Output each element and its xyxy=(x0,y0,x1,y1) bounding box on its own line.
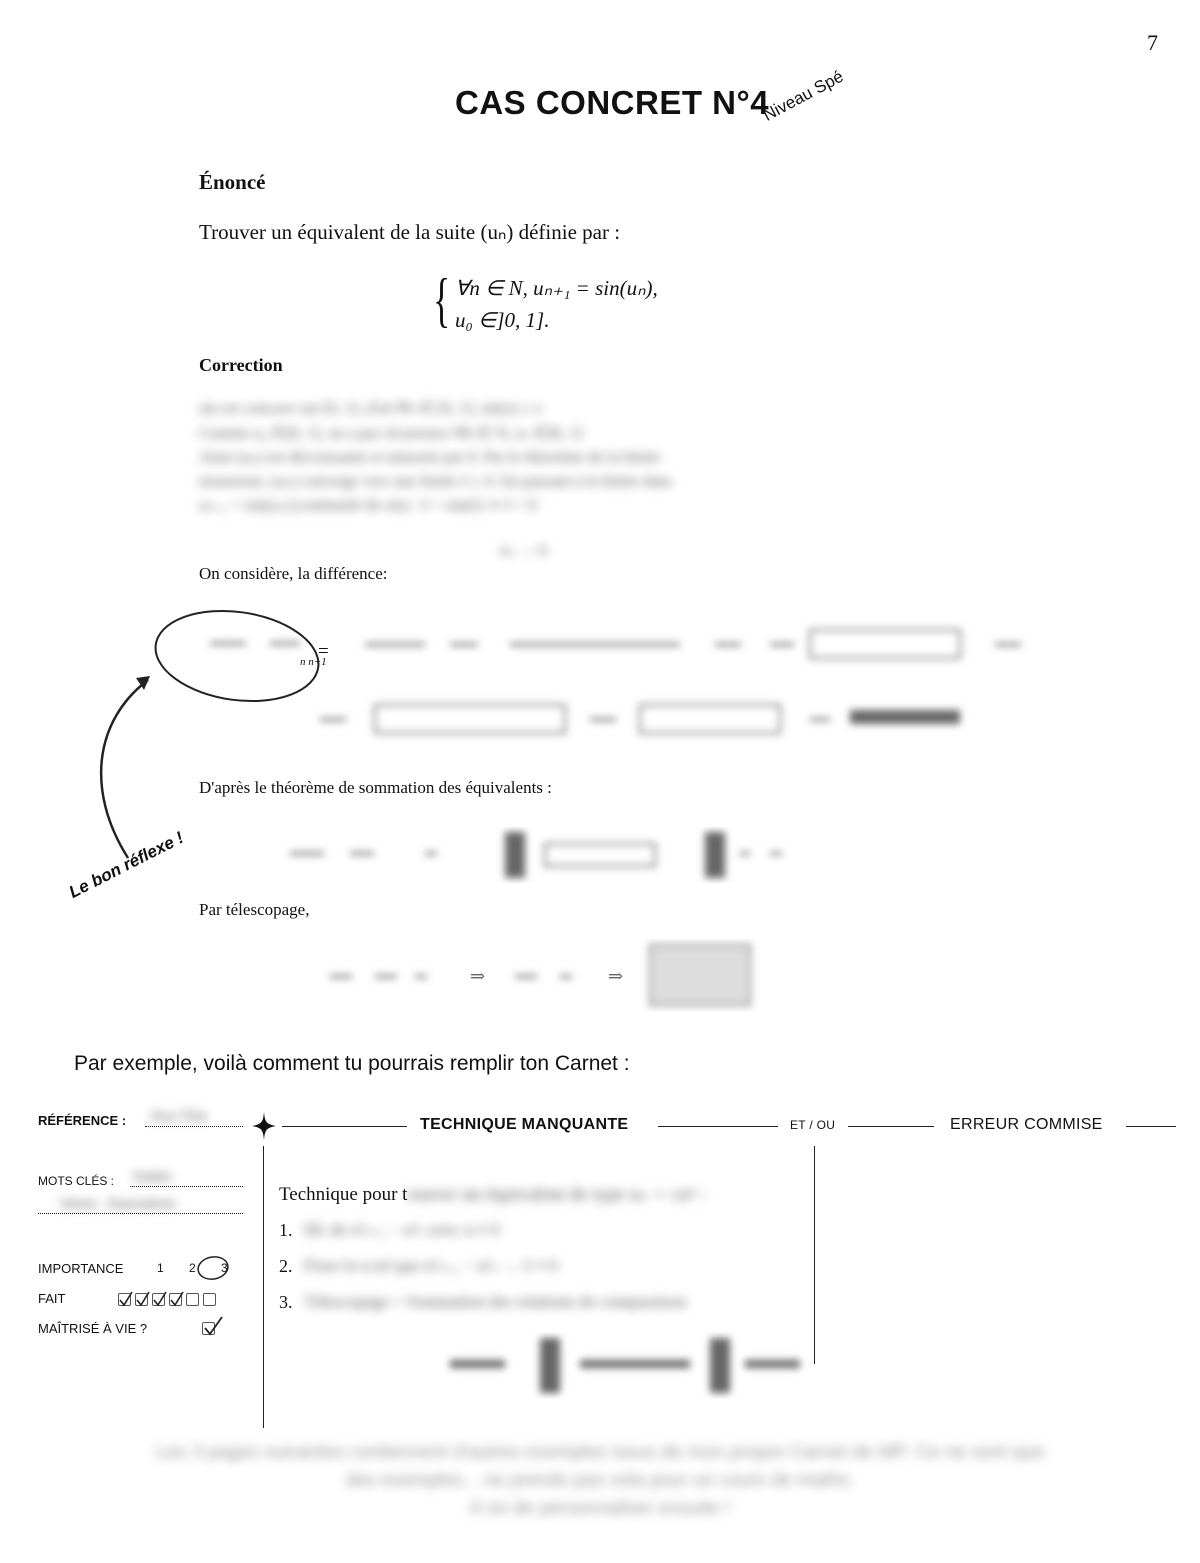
correction-heading: Correction xyxy=(199,355,283,375)
header-rule xyxy=(848,1126,934,1127)
blurred-limit-line: uₙ → 0. xyxy=(500,542,551,559)
equals-sign: = xyxy=(318,641,329,662)
done-check-marks xyxy=(114,1286,194,1310)
keywords-dotted-line xyxy=(130,1186,243,1187)
system-brace: { xyxy=(433,267,451,333)
reference-dotted-line xyxy=(145,1126,243,1127)
page-title: CAS CONCRET N°4 xyxy=(455,84,770,121)
done-label: FAIT xyxy=(38,1291,66,1306)
step-text: DL de u²ₙ₊₁ − u²ₙ avec α ≠ 0 xyxy=(304,1220,500,1239)
step-text: Télescopage + Sommation des relations de comparaison xyxy=(304,1292,687,1311)
importance-scale: 1 2 3 xyxy=(157,1261,239,1275)
circle-annotation xyxy=(150,601,325,711)
reference-value: Exo TD4 xyxy=(152,1108,207,1124)
system-line-2: u₀ ∈]0, 1]. xyxy=(455,308,550,332)
header-rule xyxy=(658,1126,778,1127)
page-number: 7 xyxy=(1147,30,1158,55)
importance-label: IMPORTANCE xyxy=(38,1261,124,1276)
technique-lead-blurred: rouver un équivalent de type uₙ ∼ cnᵅ : xyxy=(407,1184,707,1205)
blurred-correction-line: monotone, (uₙ) converge vers une limite ℓ ≥ 0. En passant à la limite dans xyxy=(199,473,673,490)
mastered-label: MAÎTRISÉ À VIE ? xyxy=(38,1321,148,1336)
importance-selected-circle xyxy=(194,1254,232,1282)
blurred-correction-line: Ainsi (uₙ) est décroissante et minorée par 0. Par le théorème de la limite xyxy=(199,449,661,466)
index-fragment: n n+1 xyxy=(300,656,327,668)
footer-line: des exemples... ne prends pas cela pour un cours de maths. xyxy=(345,1470,855,1491)
svg-text:⇒: ⇒ xyxy=(470,966,486,987)
blurred-correction-line: sin est concave sur [0, 1], d'où ∀x ∈ [0, 1], sin(x) ≤ x xyxy=(199,400,543,417)
step-number: 2. xyxy=(279,1256,293,1276)
technique-header: TECHNIQUE MANQUANTE xyxy=(420,1116,629,1133)
step-number: 3. xyxy=(279,1292,293,1312)
card-divider-right xyxy=(814,1146,815,1364)
footer-line: Les 3 pages suivantes contiennent d'autres exemples issus de mon propre Carnet de MP. Ce ne sont que xyxy=(155,1442,1045,1463)
keywords-label: MOTS CLÉS : xyxy=(38,1174,115,1188)
keywords-value: Suites xyxy=(133,1168,172,1184)
statement-heading: Énoncé xyxy=(199,170,266,194)
error-header: ERREUR COMMISE xyxy=(950,1116,1103,1133)
blurred-telescoping-equation xyxy=(320,935,770,1015)
and-or-header: ET / OU xyxy=(790,1118,836,1132)
header-rule xyxy=(1126,1126,1176,1127)
summation-intro: D'après le théorème de sommation des équivalents : xyxy=(199,778,552,797)
done-checkbox[interactable] xyxy=(203,1293,216,1306)
mastered-check-mark xyxy=(200,1314,226,1338)
technique-lead xyxy=(279,1183,706,1206)
difference-intro: On considère, la différence: xyxy=(199,564,388,583)
svg-text:⇒: ⇒ xyxy=(608,966,624,987)
reference-label: RÉFÉRENCE : xyxy=(38,1113,127,1128)
keywords-dotted-line xyxy=(38,1213,243,1214)
header-rule xyxy=(282,1126,407,1127)
curved-arrow xyxy=(101,680,148,858)
step-number: 1. xyxy=(279,1220,293,1240)
step-text: Fixer le α tel que u²ₙ₊₁ − u²ₙ → ℓ ≠ 0 xyxy=(304,1256,558,1275)
card-divider-left xyxy=(263,1146,264,1428)
blurred-summation-equation xyxy=(280,820,800,890)
telescoping-intro: Par télescopage, xyxy=(199,900,310,919)
system-line-1: ∀n ∈ N, uₙ₊₁ = sin(uₙ), xyxy=(455,276,658,300)
reflex-label: Le bon réflexe ! xyxy=(66,827,187,902)
sparkle-icon xyxy=(250,1110,278,1142)
example-intro: Par exemple, voilà comment tu pourrais remplir ton Carnet : xyxy=(74,1052,630,1075)
footer-line: À toi de personnaliser ensuite ! xyxy=(469,1498,731,1519)
technique-lead-visible: Technique pour t xyxy=(279,1184,408,1205)
blurred-correction-line: uₙ₊₁ = sin(uₙ) (continuité de sin) : ℓ = sin(ℓ) ⇒ ℓ = 0 xyxy=(199,497,537,514)
level-stamp: Niveau Spé xyxy=(760,66,847,125)
blurred-correction-line: Comme u₀ ∈]0, 1], on a par récurrence ∀n ∈ N, uₙ ∈]0, 1] xyxy=(199,425,583,442)
keywords-value: Séries · Équivalents xyxy=(60,1196,176,1211)
blurred-card-equation xyxy=(440,1330,810,1405)
statement-text: Trouver un équivalent de la suite (uₙ) définie par : xyxy=(199,220,621,244)
